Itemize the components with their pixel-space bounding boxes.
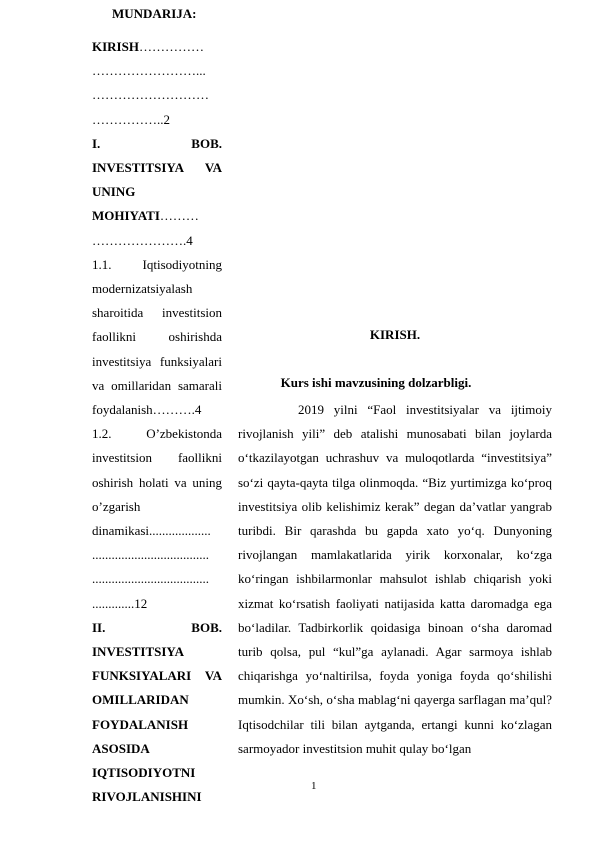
toc-entry-leader: ……… ………………….4 (92, 208, 199, 248)
section-title: KIRISH. (369, 327, 421, 342)
section-subtitle: Kurs ishi mavzusining dolzarbligi. (280, 375, 472, 390)
toc-entry-section-1-2[interactable] (92, 422, 222, 616)
toc-entry-section-1-1[interactable] (92, 253, 222, 422)
toc-entry-chapter-2[interactable] (92, 616, 222, 810)
toc-entry-chapter-1[interactable] (92, 132, 222, 253)
table-of-contents (92, 35, 222, 810)
toc-entry-label: KIRISH (92, 39, 139, 54)
toc-entry-label: II. BOB. INVESTITSIYA FUNKSIYALARI VA OMILLARIDAN FOYDALANISH ASOSIDA IQTISODIYOTNI RIVOJLANISHINI (92, 619, 222, 805)
toc-title: MUNDARIJA: (112, 6, 197, 21)
toc-entry-label: I. BOB. INVESTITSIYA VA UNING MOHIYATI (92, 135, 222, 224)
toc-entry-text: 1.2. O’zbekistonda investitsion faollikni oshirish holati va uning o’zgarish dinamikasi................... .................................... .................................... .............12 (92, 426, 222, 611)
page-number: 1 (311, 780, 317, 792)
body-paragraph: 2019 yilni “Faol investitsiyalar va ijtimoiy rivojlanish yili” deb atalishi munosabati bilan joylarda oʻtkazilayotgan uchrashuv va muloqotlarda “investitsiya” soʻzi qayta-qayta tilga olinmoqda. “Biz yurtimizga koʻproq investitsiya olib kelishimiz kerak” degan da’vatlar yangrab turibdi. Bir qarashda bu gapda xato yoʻq. Dunyoning rivojlangan mamlakatlarida yirik korxonalar, koʻzga koʻringan ishbilarmonlar mahsulot ishlab chiqarish yoki xizmat koʻrsatish faoliyati natijasida katta daromadga ega boʻladilar. Tadbirkorlik qoidasiga binoan oʻsha daromad turib qolsa, pul “kul”ga aylanadi. Agar sarmoya ishlab chiqarishga yoʻnaltirilsa, foyda yoniga foyda qoʻshilishi mumkin. Xoʻsh, oʻsha mablagʻni qayerga sarflagan ma’qul? Iqtisodchilar tili bilan aytganda, ertangi kunni koʻzlagan sarmoyador investitsion muhit qulay boʻlgan (238, 402, 552, 756)
toc-entry-text: 1.1. Iqtisodiyotning modernizatsiyalash sharoitida investitsion faollikni oshirishda investitsiya funksiyalari va omillaridan samarali foydalanish……….4 (92, 256, 222, 418)
toc-entry-kirish[interactable] (92, 35, 222, 132)
toc-entry-leader: …………… ……………………... ……………………… ……………..2 (92, 39, 209, 127)
